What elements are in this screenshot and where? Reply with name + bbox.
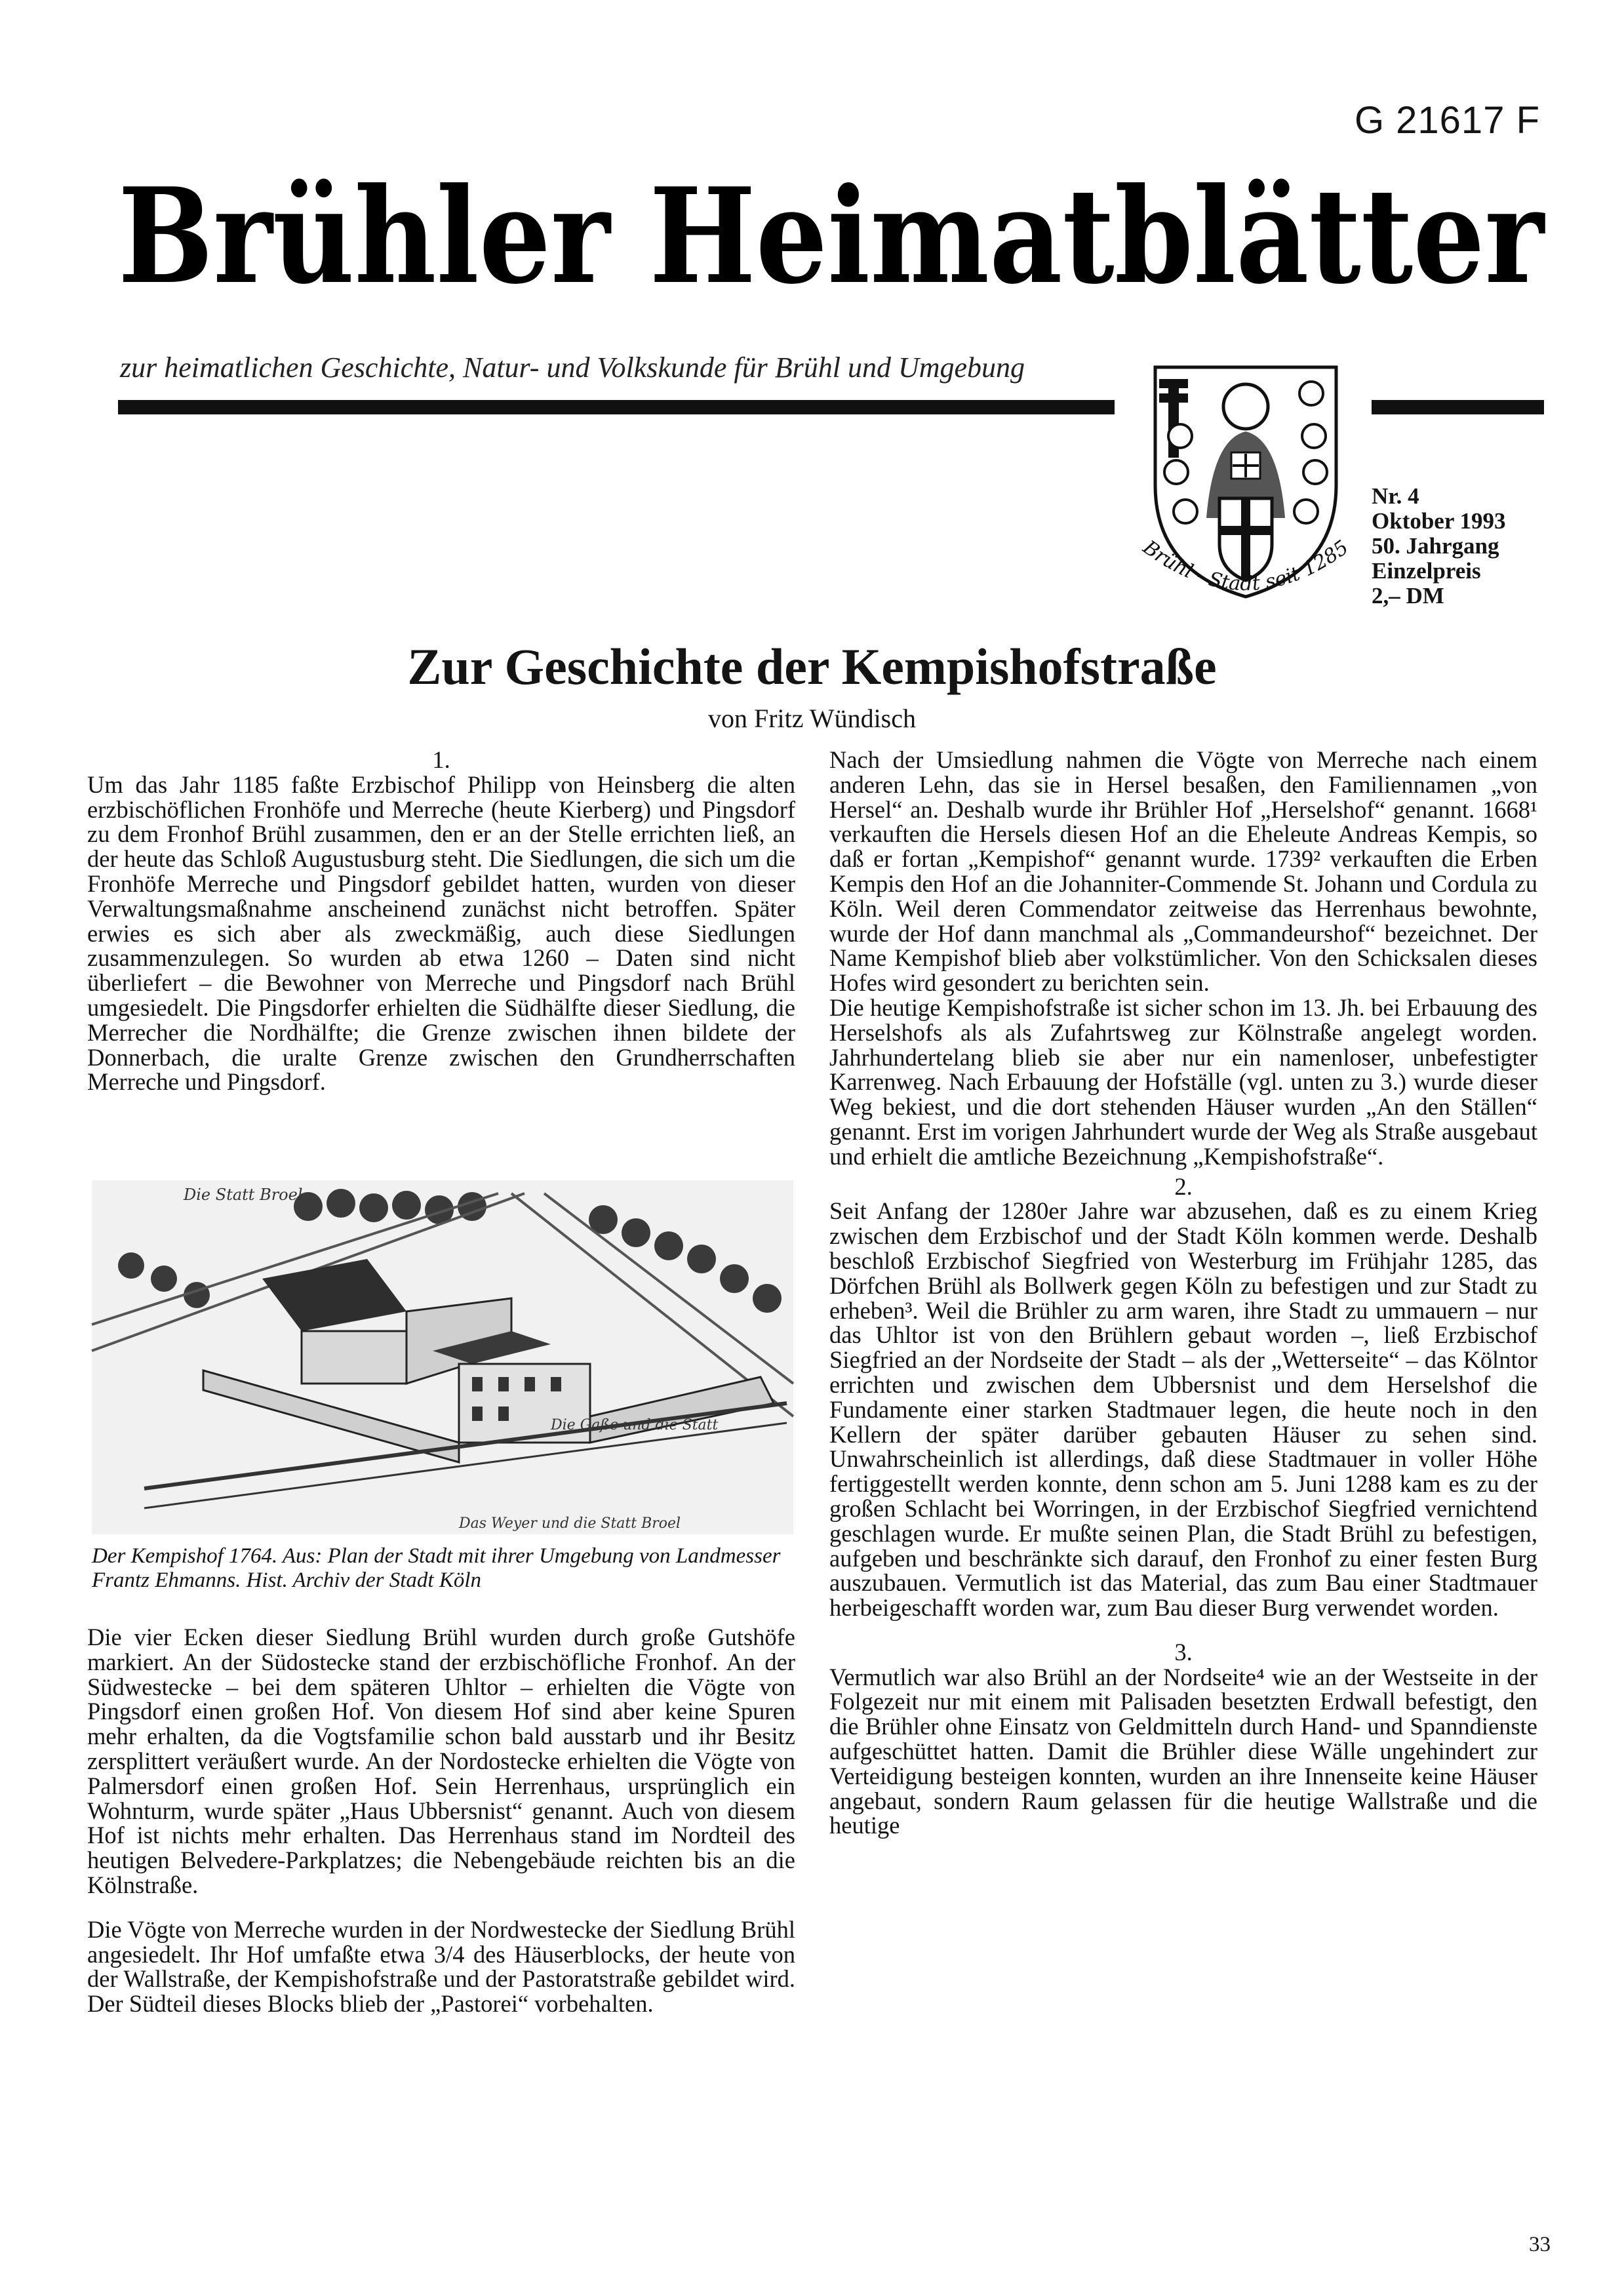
issue-date: Oktober 1993: [1372, 508, 1506, 534]
kempishof-sketch: [92, 1180, 793, 1534]
header-rule-right: [1372, 400, 1544, 414]
masthead-logo: [118, 151, 1547, 321]
article-title: Zur Geschichte der Kempishofstraße: [407, 638, 1217, 695]
masthead-subtitle: zur heimatlichen Geschichte, Natur- und Volkskunde für Brühl und Umgebung: [120, 351, 1025, 384]
paragraph: Um das Jahr 1185 faßte Erzbischof Philipp von Heinsberg die alten erzbischöflichen Fronhöfe und Merreche (heute Kierberg) und Pingsdorf zu dem Fronhof Brühl zusammen, den er an der Stelle errichten ließ, an der heute das Schloß Augustusburg steht. Die Siedlungen, die sich um die Fronhöfe Merreche und Pingsdorf gebildet hatten, wurden von dieser Verwaltungsmaßnahme anscheinend zunächst nicht betroffen. Später erwies es sich aber als zweckmäßig, auch diese Siedlungen zusammenzulegen. So wurden ab etwa 1260 – Daten sind nicht überliefert – die Bewohner von Merreche und Pingsdorf nach Brühl umgesiedelt. Die Pingsdorfer erhielten die Südhälfte dieser Siedlung, die Merrecher die Nordhälfte; die Grenze zwischen ihnen bildete der Donnerbach, die uralte Grenze zwischen den Grundherrschaften Merreche und Pingsdorf.: [87, 770, 795, 1096]
paragraph: Vermutlich war also Brühl an der Nordseite⁴ wie an der Westseite in der Folgezeit nur mit einem mit Palisaden besetzten Erdwall befestigt, den die Brühler ohne Einsatz von Geldmitteln durch Hand- und Spanndienste aufgeschüttet hatten. Damit die Brühler diese Wälle ungehindert zur Verteidigung besteigen konnten, wurden an ihre Innenseite keine Häuser angebaut, sondern Raum gelassen für die heutige Wallstraße und die heutige: [829, 1663, 1537, 1839]
issue-volume: 50. Jahrgang: [1372, 533, 1499, 559]
crest-motto: Brühl - Stadt seit 1285: [1138, 536, 1353, 596]
issue-info: [1372, 484, 1506, 609]
city-crest-icon: [1108, 354, 1383, 610]
sketch-label-top: Die Statt Broel: [184, 1186, 303, 1204]
figure-caption: Der Kempishof 1764. Aus: Plan der Stadt mit ihrer Umgebung von Landmesser Frantz Ehmanns. Hist. Archiv der Stadt Köln: [92, 1544, 781, 1592]
paragraph: Die heutige Kempishofstraße ist sicher schon im 13. Jh. bei Erbauung des Herselshofs als als Zufahrtsweg zur Kölnstraße angelegt worden. Jahrhundertelang blieb sie aber nur ein namenloser, unbefestigter Karrenweg. Nach Erbauung der Hofställe (vgl. unten zu 3.) wurde dieser Weg bekiest, und die dort stehenden Häuser wurden „An den Ställen“ genannt. Erst im vorigen Jahrhundert wurde der Weg als Straße ausgebaut und erhielt die amtliche Bezeichnung „Kempishofstraße“.: [829, 993, 1537, 1170]
issue-number: Nr. 4: [1372, 483, 1419, 509]
issue-price: 2,– DM: [1372, 583, 1444, 609]
column-left-top: [87, 748, 795, 1114]
paragraph: Seit Anfang der 1280er Jahre war abzusehen, daß es zu einem Krieg zwischen dem Erzbischof und der Stadt Köln kommen werde. Deshalb beschloß Erzbischof Siegfried von Westerburg im Frühjahr 1285, das Dörfchen Brühl als Bollwerk gegen Köln zu befestigen und zur Stadt zu erheben³. Weil die Brühler zu arm waren, ihre Stadt zu ummauern – nur das Uhltor ist von den Brühlern gebaut worden –, ließ Erzbischof Siegfried an der Nordseite der Stadt – als der „Wetterseite“ – das Kölntor errichten und zwischen dem Ubbersnist und dem Herselshof die Fundamente einer starken Stadtmauer legen, die heute noch in den Kellern der später darüber gebauten Häuser zu sehen sind. Unwahrscheinlich ist allerdings, daß diese Stadtmauer in voller Höhe fertiggestellt werden konnte, denn schon am 5. Juni 1288 kam es zu der großen Schlacht bei Worringen, in der Erzbischof Siegfried vernichtend geschlagen wurde. Er mußte seinen Plan, die Stadt Brühl zu befestigen, aufgeben und beschränkte sich darauf, den Fronhof zu einer festen Burg auszubauen. Vermutlich ist das Material, das zum Bau einer Stadtmauer herbeigeschafft worden war, zum Bau dieser Burg verwendet worden.: [829, 1197, 1537, 1622]
column-right: [829, 748, 1537, 1858]
section-number: 1.: [432, 746, 450, 773]
section-number: 3.: [1174, 1638, 1193, 1666]
issue-price-label: Einzelpreis: [1372, 558, 1481, 584]
paragraph: Die vier Ecken dieser Siedlung Brühl wurden durch große Gutshöfe markiert. An der Südostecke stand der erzbischöfliche Fronhof. An der Südwestecke – bei dem späteren Uhltor – erhielten die Vögte von Pingsdorf einen großen Hof. Von diesem Hof sind aber keine Spuren mehr erhalten, da die Vogtsfamilie schon bald ausstarb und ihr Besitz zersplittert veräußert wurde. An der Nordostecke erhielten die Vögte von Palmersdorf einen großen Hof. Sein Herrenhaus, ursprünglich ein Wohnturm, wurde später „Haus Ubbersnist“ genannt. Auch von diesem Hof ist nichts mehr erhalten. Das Herrenhaus stand im Nordteil des heutigen Belvedere-Parkplatzes; die Nebengebäude reichten bis an die Kölnstraße.: [87, 1624, 795, 1898]
section-number: 2.: [1174, 1172, 1193, 1200]
column-left-bottom: [87, 1625, 795, 2036]
registration-code: G 21617 F: [1354, 99, 1540, 142]
paragraph: Nach der Umsiedlung nahmen die Vögte von Merreche nach einem anderen Lehn, das sie in Hersel besaßen, den Familiennamen „von Hersel“ an. Deshalb wurde ihr Brühler Hof „Herselshof“ genannt. 1668¹ verkauften die Hersels diesen Hof an die Eheleute Andreas Kempis, so daß er fortan „Kempishof“ genannt wurde. 1739² verkauften die Erben Kempis den Hof an die Johanniter-Commende St. Johann und Cordula zu Köln. Weil deren Commendator zeitweise das Herrenhaus bewohnte, wurde der Hof dann manchmal als „Commandeurshof“ bezeichnet. Der Name Kempishof blieb aber volkstümlicher. Von den Schicksalen dieses Hofes wird gesondert zu berichten sein.: [829, 746, 1537, 997]
sketch-label-street: Die Gaße und die Statt: [551, 1417, 719, 1433]
page-number: 33: [1529, 2233, 1551, 2256]
header-rule-left: [118, 400, 1115, 414]
paragraph: Die Vögte von Merreche wurden in der Nordwestecke der Siedlung Brühl angesiedelt. Ihr Hof umfaßte etwa 3/4 des Häuserblocks, der heute von der Wallstraße, der Kempishofstraße und der Pastoratstraße gebildet wird. Der Südteil dieses Blocks blieb der „Pastorei“ vorbehalten.: [87, 1915, 795, 2018]
masthead-title: Brühler Heimatblätter: [118, 159, 1546, 313]
article-byline: von Fritz Wündisch: [707, 704, 916, 733]
sketch-label-bottom: Das Weyer und die Statt Broel: [459, 1515, 681, 1532]
